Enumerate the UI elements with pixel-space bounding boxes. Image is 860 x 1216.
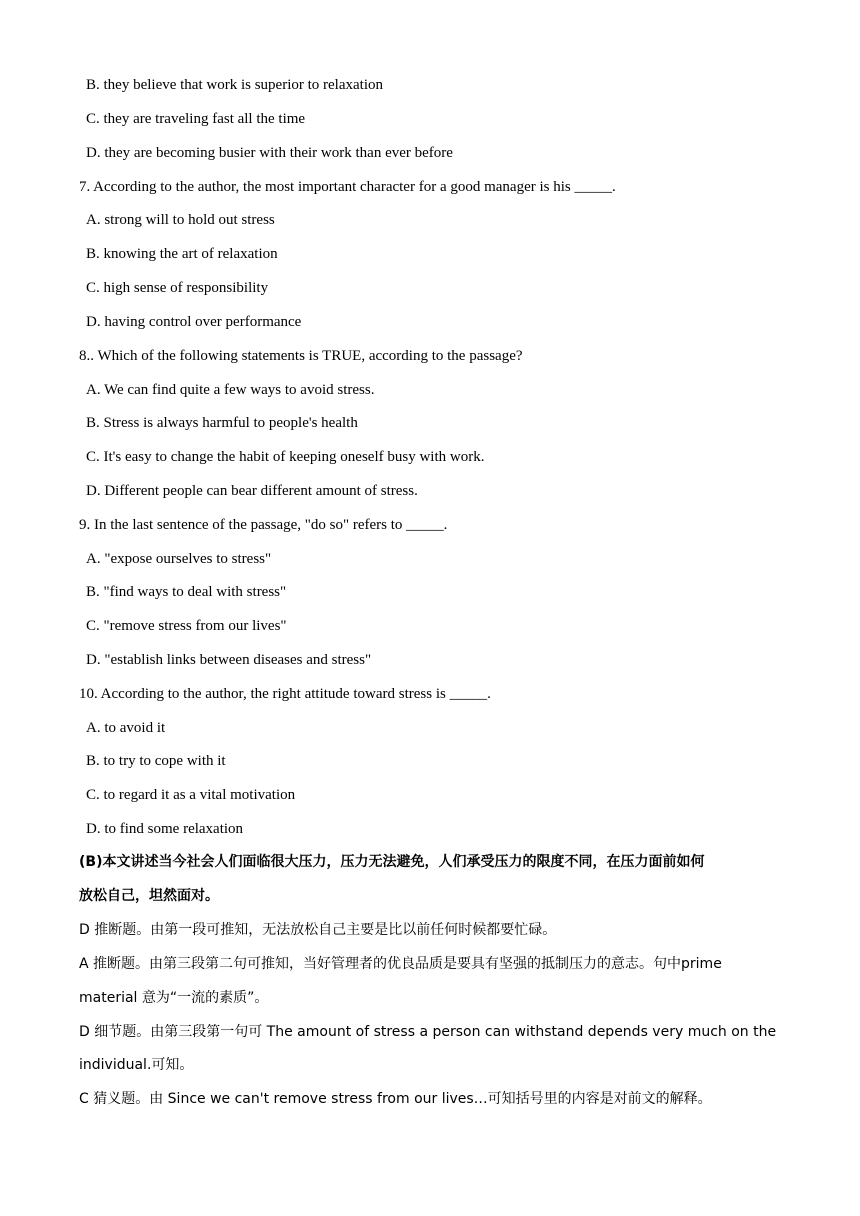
q6-option-d: D. they are becoming busier with their work than ever before xyxy=(86,145,453,161)
q9-option-c: C. "remove stress from our lives" xyxy=(86,618,287,634)
q9-option-a: A. "expose ourselves to stress" xyxy=(86,551,272,567)
q10-option-a: A. to avoid it xyxy=(86,720,166,736)
q10-option-c: C. to regard it as a vital motivation xyxy=(86,787,296,803)
q7-option-d: D. having control over performance xyxy=(86,314,302,330)
q8-option-a: A. We can find quite a few ways to avoid stress. xyxy=(86,382,375,398)
q7-option-c: C. high sense of responsibility xyxy=(86,280,269,296)
q7-option-b: B. knowing the art of relaxation xyxy=(86,246,278,262)
q10-option-d: D. to find some relaxation xyxy=(86,821,244,837)
q10-option-b: B. to try to cope with it xyxy=(86,753,226,769)
q9-option-d: D. "establish links between diseases and stress" xyxy=(86,652,372,668)
analysis-answer-6: D 推断题。由第一段可推知，无法放松自己主要是比以前任何时候都要忙碌。 xyxy=(79,922,557,938)
q8-option-c: C. It's easy to change the habit of keeping oneself busy with work. xyxy=(86,449,485,465)
q7-option-a: A. strong will to hold out stress xyxy=(86,212,275,228)
q10-stem: 10. According to the author, the right attitude toward stress is _____. xyxy=(79,686,491,702)
q8-option-b: B. Stress is always harmful to people's health xyxy=(86,415,358,431)
analysis-answer-9: C 猜义题。由 Since we can't remove stress from our lives…可知括号里的内容是对前文的解释。 xyxy=(79,1091,712,1107)
q7-stem: 7. According to the author, the most important character for a good manager is his _____. xyxy=(79,179,616,195)
q6-option-b: B. they believe that work is superior to relaxation xyxy=(86,77,384,93)
q9-option-b: B. "find ways to deal with stress" xyxy=(86,584,287,600)
q9-stem: 9. In the last sentence of the passage, "do so" refers to _____. xyxy=(79,517,448,533)
analysis-summary-line2: 放松自己，坦然面对。 xyxy=(79,888,219,904)
q6-option-c: C. they are traveling fast all the time xyxy=(86,111,306,127)
analysis-answer-7-line2: material 意为“一流的素质”。 xyxy=(79,990,269,1006)
q8-option-d: D. Different people can bear different amount of stress. xyxy=(86,483,418,499)
analysis-answer-7-line1: A 推断题。由第三段第二句可推知，当好管理者的优良品质是要具有坚强的抵制压力的意志。句中prime xyxy=(79,956,722,972)
q8-stem: 8.. Which of the following statements is TRUE, according to the passage? xyxy=(79,348,523,364)
analysis-answer-8-line2: individual.可知。 xyxy=(79,1057,194,1073)
analysis-summary-line1: (B)本文讲述当今社会人们面临很大压力，压力无法避免，人们承受压力的限度不同，在压力面前如何 xyxy=(79,854,705,870)
analysis-answer-8-line1: D 细节题。由第三段第一句可 The amount of stress a person can withstand depends very much on the xyxy=(79,1024,777,1040)
